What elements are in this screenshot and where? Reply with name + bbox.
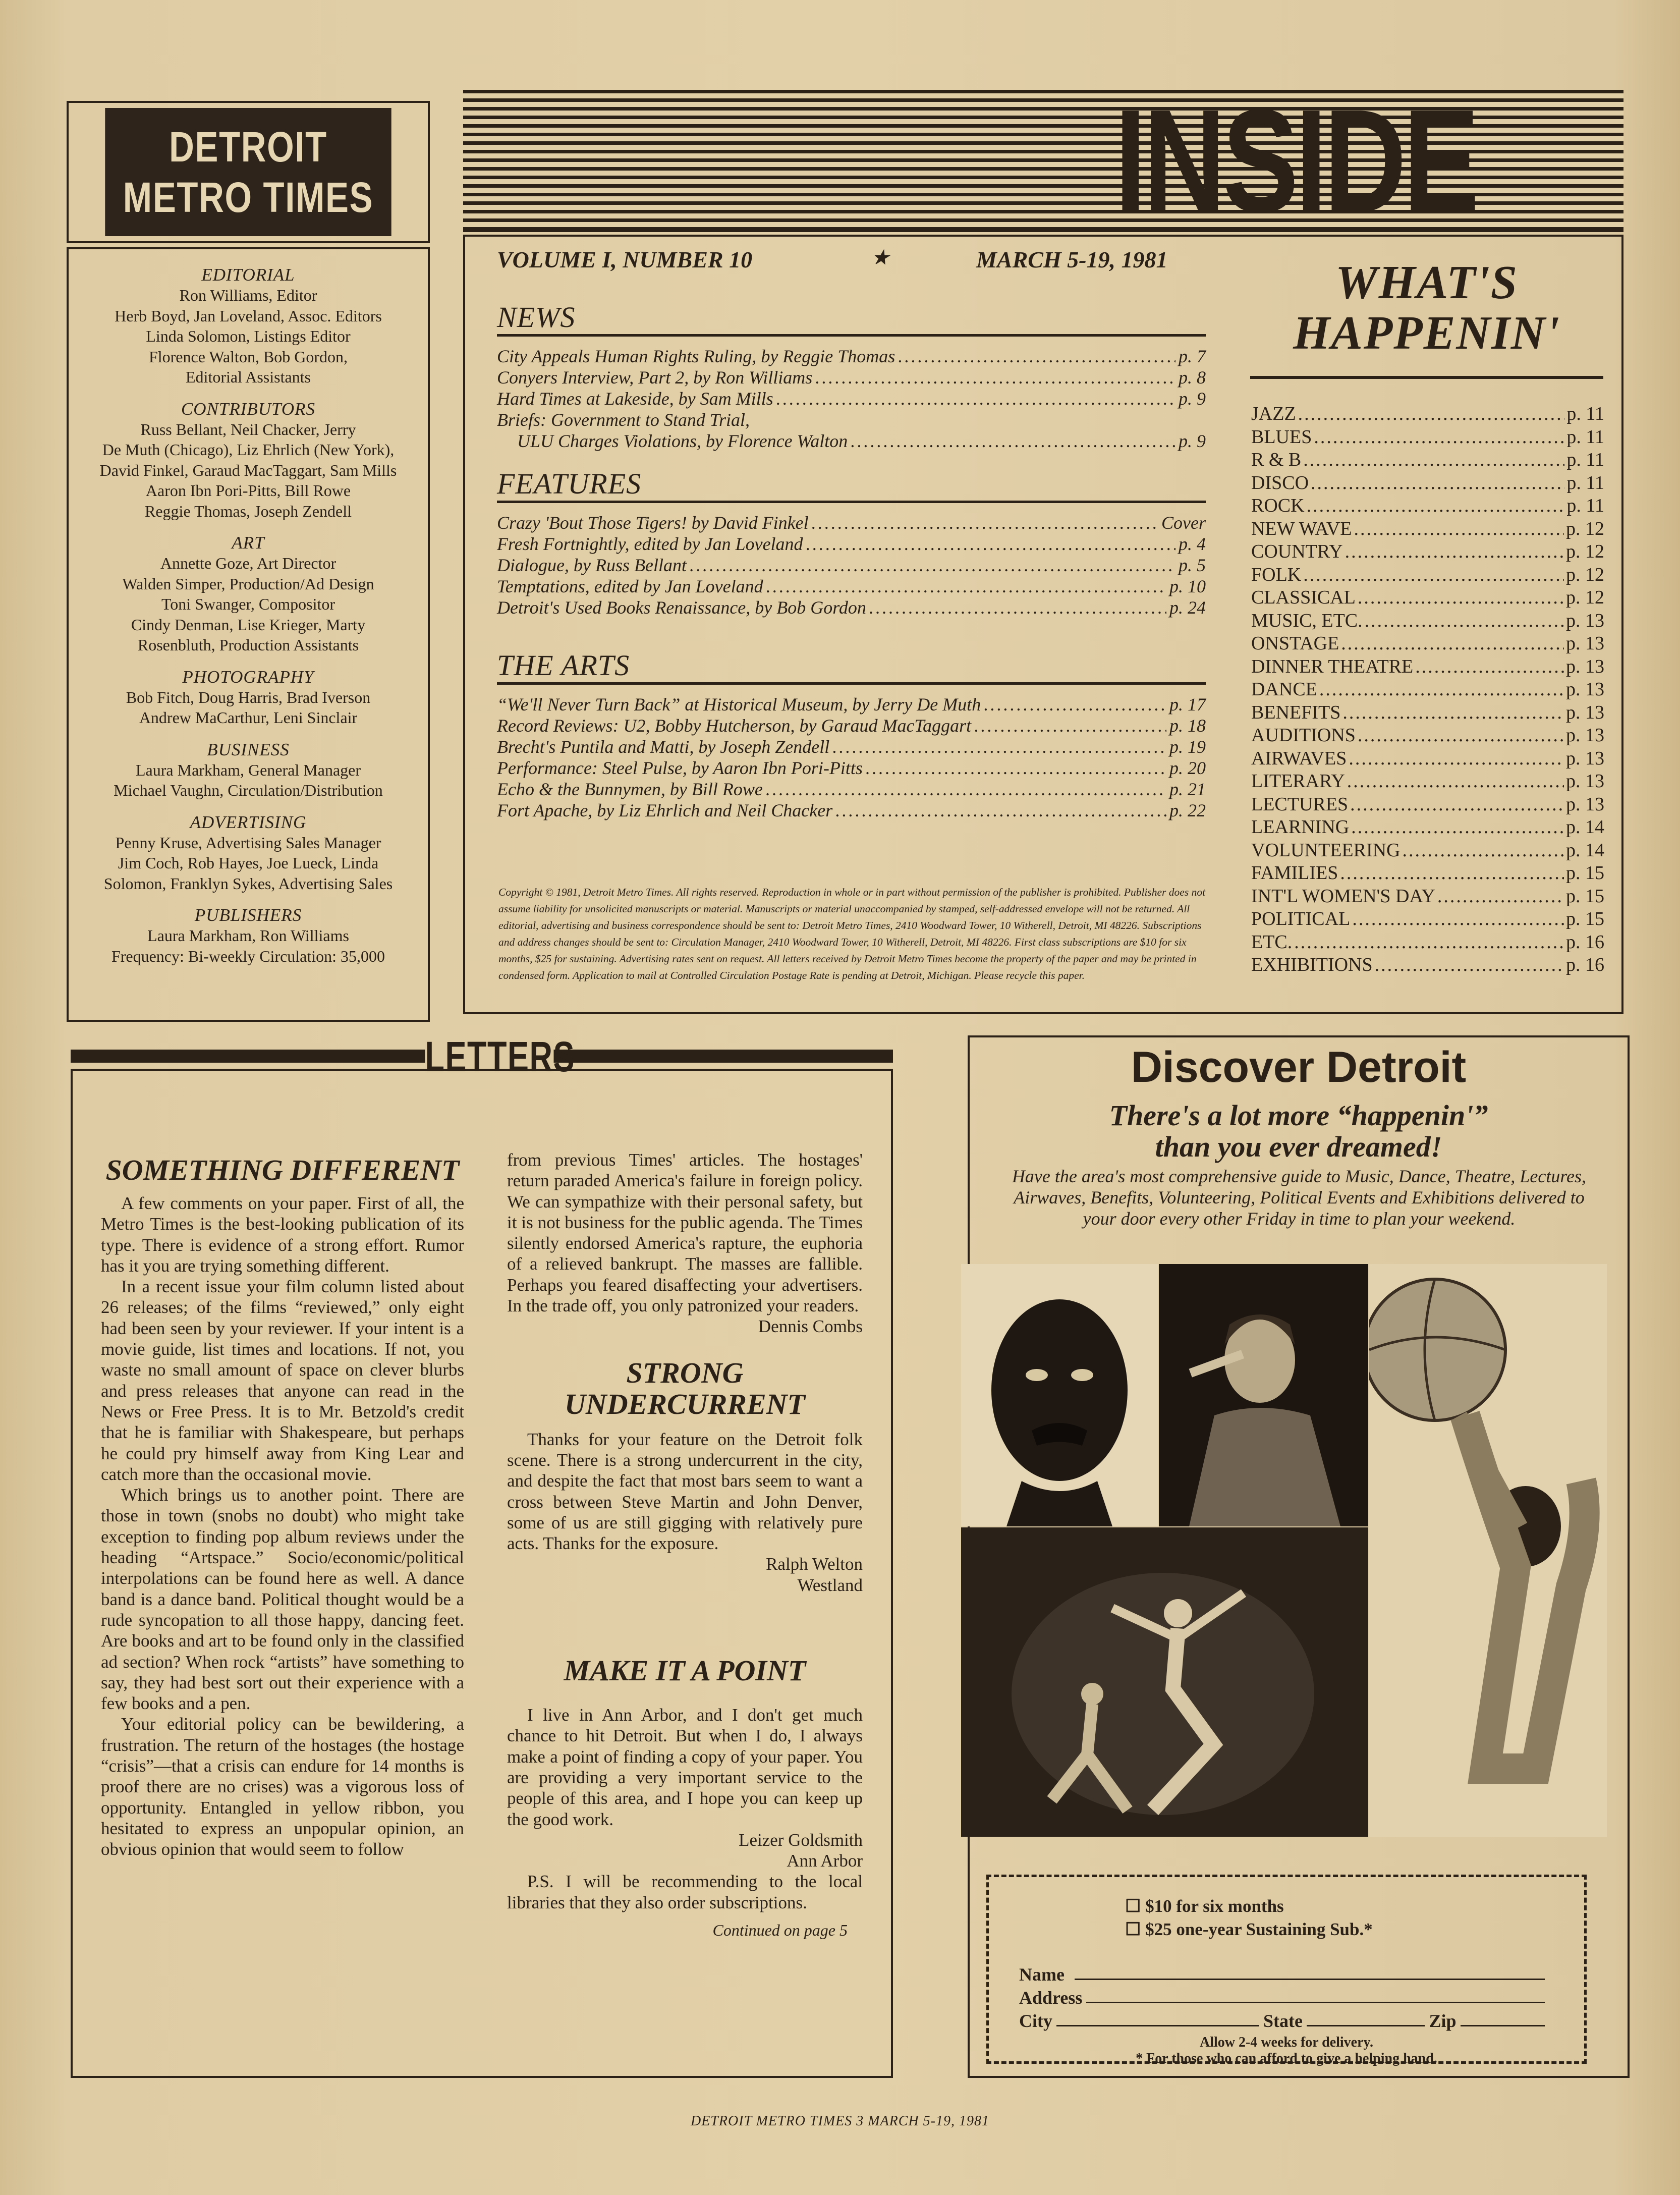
toc-entry xyxy=(497,694,1206,715)
listing-leader-dots xyxy=(1347,770,1564,793)
listing-category xyxy=(1251,403,1604,426)
whats-happenin-rule xyxy=(1250,376,1603,379)
toc-entry-title: Fort Apache, by Liz Ehrlich and Neil Chacker xyxy=(497,800,833,820)
listing-category xyxy=(1251,678,1604,701)
toc-section-heading: FEATURES xyxy=(497,467,1206,503)
listing-category-page: p. 12 xyxy=(1566,587,1604,608)
toc-entry-title: Record Reviews: U2, Bobby Hutcherson, by Garaud MacTaggart xyxy=(497,716,972,736)
listing-category-page: p. 11 xyxy=(1566,449,1604,470)
listing-category-page: p. 13 xyxy=(1566,679,1604,700)
letter-paragraph: A few comments on your paper. First of all, the Metro Times is the best-looking publication of its type. There is evidence of a strong effort. Rumor has it you are trying something different. xyxy=(101,1193,464,1276)
masthead-line2: METRO TIMES xyxy=(123,174,374,221)
listing-category-name: LEARNING xyxy=(1251,816,1350,838)
continued-note: Continued on page 5 xyxy=(712,1921,848,1940)
toc-entry-title: City Appeals Human Rights Ruling, by Reggie Thomas xyxy=(497,346,895,366)
listing-leader-dots xyxy=(1294,931,1564,954)
toc-entry-page: p. 18 xyxy=(1169,716,1206,736)
listing-leader-dots xyxy=(1303,564,1564,587)
letter-paragraph: In a recent issue your film column listed about 26 releases; of the films “reviewed,” only eight had been seen by your reviewer. If your intent is a movie guide, list times and locations. If not, you waste no small amount of space on clever blurbs and press releases that anyone can read in the News or Free Press. It is to Mr. Betzold's credit that he is familiar with Shakespeare, but perhaps he could pry himself away from King Lear and catch more than the occasional movie. xyxy=(101,1277,464,1484)
toc-entry-page: p. 19 xyxy=(1169,737,1206,757)
toc-leader-dots xyxy=(898,346,1175,367)
staff-line: Herb Boyd, Jan Loveland, Assoc. Editors xyxy=(115,306,382,325)
staff-line: Toni Swanger, Compositor xyxy=(161,595,335,613)
listing-category-name: COUNTRY xyxy=(1251,541,1343,562)
toc-entry-title: ULU Charges Violations, by Florence Walton xyxy=(517,431,848,451)
listing-category xyxy=(1251,655,1604,679)
listing-category-page: p. 13 xyxy=(1566,771,1604,792)
toc-entry xyxy=(497,346,1206,367)
toc-entry xyxy=(497,533,1206,555)
staff-section-heading: CONTRIBUTORS xyxy=(181,399,316,419)
staff-line: Ron Williams, Editor xyxy=(179,286,317,304)
listing-leader-dots xyxy=(1319,678,1564,701)
form-notes xyxy=(986,2035,1587,2067)
listing-leader-dots xyxy=(1415,655,1564,679)
sustaining-note: * For those who can afford to give a helping hand. xyxy=(1136,2051,1437,2066)
letter-signature: Ralph Welton xyxy=(766,1554,863,1574)
toc-entry xyxy=(497,409,1206,430)
toc-section-heading: THE ARTS xyxy=(497,648,1206,685)
toc-entry-page: p. 8 xyxy=(1179,367,1206,388)
listing-category-page: p. 13 xyxy=(1566,725,1604,746)
toc-entry-title: Dialogue, by Russ Bellant xyxy=(497,555,687,575)
toc-entry-title: Fresh Fortnightly, edited by Jan Loveland xyxy=(497,534,803,554)
listing-category xyxy=(1251,770,1604,793)
staff-line: Frequency: Bi-weekly Circulation: 35,000 xyxy=(111,947,385,965)
letter-paragraph: Your editorial policy can be bewildering, a frustration. The return of the hostages (the hostage “crisis”—that a crisis can endure for 14 months is proof there are no crises) was a vigorous loss of opportunity. Entangled in yellow ribbon, you hesitated to express an unpopular opinion, an obvious opinion that would seem to follow xyxy=(101,1714,464,1859)
toc-leader-dots xyxy=(812,512,1158,533)
address-field[interactable] xyxy=(1019,1986,1549,2009)
toc-entry-title: Echo & the Bunnymen, by Bill Rowe xyxy=(497,779,763,799)
letter-continuation: from previous Times' articles. The hostages' return paraded America's failure in foreign policy. We can sympathize with their personal safety, but it is not business for the public agenda. The Times silently endorsed America's rapture, the euphoria of a relieved bankrupt. The masses are fallible. Perhaps you feared disaffecting your advertisers. In the trade off, you only patronized your readers. xyxy=(507,1150,863,1316)
staff-line: Editorial Assistants xyxy=(186,368,311,386)
listing-category-name: EXHIBITIONS xyxy=(1251,954,1373,975)
toc-leader-dots xyxy=(690,555,1175,576)
toc-entry xyxy=(497,715,1206,736)
checkbox-icon[interactable]: ☐ xyxy=(1125,1919,1141,1939)
toc-entry xyxy=(497,367,1206,388)
basketball-image xyxy=(1369,1264,1607,1837)
listing-leader-dots xyxy=(1437,885,1564,908)
letter-title-line2: UNDERCURRENT xyxy=(565,1387,805,1420)
portrait-photo xyxy=(961,1264,1158,1526)
listing-leader-dots xyxy=(1351,816,1564,839)
toc-entry-title: Crazy 'Bout Those Tigers! by David Finkel xyxy=(497,513,809,533)
letter-column-2 xyxy=(507,1149,863,1941)
listing-category-page: p. 13 xyxy=(1566,610,1604,631)
listing-category xyxy=(1251,908,1604,931)
listing-leader-dots xyxy=(1354,518,1564,541)
issue-date: MARCH 5-19, 1981 xyxy=(976,247,1168,272)
toc-entry-title: Hard Times at Lakeside, by Sam Mills xyxy=(497,389,773,409)
option-sustaining[interactable] xyxy=(1125,1918,1478,1941)
listing-category-name: BLUES xyxy=(1251,426,1312,448)
listing-category-page: p. 11 xyxy=(1566,426,1604,448)
listing-category-page: p. 13 xyxy=(1566,701,1604,723)
staff-line: Linda Solomon, Listings Editor xyxy=(146,327,351,345)
toc-entry xyxy=(497,430,1206,452)
listing-category-name: POLITICAL xyxy=(1251,908,1351,929)
toc-leader-dots xyxy=(806,533,1175,555)
state-label: State xyxy=(1263,2011,1303,2031)
staff-line: Annette Goze, Art Director xyxy=(160,554,337,572)
listing-category-page: p. 15 xyxy=(1566,862,1604,884)
toc-entry xyxy=(497,736,1206,757)
volume-number: VOLUME I, NUMBER 10 xyxy=(497,247,753,272)
ad-subtitle-line1: There's a lot more “happenin'” xyxy=(1109,1099,1488,1132)
staff-section-heading: ART xyxy=(232,533,265,553)
toc-entry xyxy=(497,779,1206,800)
delivery-note: Allow 2-4 weeks for delivery. xyxy=(1200,2035,1373,2050)
toc-entry-title: Conyers Interview, Part 2, by Ron Williams xyxy=(497,367,813,388)
toc-entry-page: p. 21 xyxy=(1169,779,1206,799)
listing-leader-dots xyxy=(1340,862,1564,885)
zip-line[interactable] xyxy=(1461,2009,1545,2026)
staff-line: Cindy Denman, Lise Krieger, Marty xyxy=(131,615,366,634)
address-fields xyxy=(1019,1963,1549,2033)
staff-line: Andrew MaCarthur, Leni Sinclair xyxy=(139,708,358,727)
page-footer: DETROIT METRO TIMES 3 MARCH 5-19, 1981 xyxy=(690,2113,989,2129)
staff-line: De Muth (Chicago), Liz Ehrlich (New York), xyxy=(102,441,395,459)
listing-category xyxy=(1251,518,1604,541)
toc-leader-dots xyxy=(766,779,1166,800)
listing-leader-dots xyxy=(1342,701,1564,725)
letter-title-strong-undercurrent xyxy=(507,1357,863,1420)
listing-leader-dots xyxy=(1352,908,1564,931)
listing-category-name: ONSTAGE xyxy=(1251,633,1339,654)
listing-leader-dots xyxy=(1314,426,1564,449)
masthead-logo xyxy=(67,101,430,243)
zip-label: Zip xyxy=(1429,2011,1457,2031)
dancers-photo xyxy=(961,1527,1368,1837)
staff-line: Bob Fitch, Doug Harris, Brad Iverson xyxy=(126,688,371,706)
letter-title-line1: STRONG xyxy=(626,1356,744,1389)
listing-leader-dots xyxy=(1350,793,1564,816)
listing-category-page: p. 13 xyxy=(1566,793,1604,815)
staff-line: David Finkel, Garaud MacTaggart, Sam Mills xyxy=(99,461,397,479)
letter-body: Thanks for your feature on the Detroit folk scene. There is a strong undercurrent in the city, and despite the fact that most bars seem to want a cross between Steve Martin and John Denver, some of us are still gigging with relatively pure acts. Thanks for the exposure. xyxy=(507,1429,863,1554)
listing-category-name: DANCE xyxy=(1251,679,1317,700)
listing-category xyxy=(1251,449,1604,472)
staff-section-heading: BUSINESS xyxy=(207,739,290,759)
ad-subtitle-line2: than you ever dreamed! xyxy=(1155,1130,1442,1163)
listing-category-page: p. 15 xyxy=(1566,885,1604,907)
letters-banner-title: LETTERS xyxy=(425,1033,576,1080)
listing-leader-dots xyxy=(1375,954,1564,977)
staff-line: Laura Markham, Ron Williams xyxy=(147,926,349,945)
city-line[interactable] xyxy=(1056,2009,1259,2026)
staff-line: Laura Markham, General Manager xyxy=(136,760,361,779)
listing-category-page: p. 13 xyxy=(1566,655,1604,677)
ad-title: Discover Detroit xyxy=(1131,1043,1467,1091)
listing-category xyxy=(1251,724,1604,747)
toc-leader-dots xyxy=(869,597,1166,618)
toc-leader-dots xyxy=(984,694,1166,715)
letter-body xyxy=(101,1193,464,1860)
copyright-notice: Copyright © 1981, Detroit Metro Times. All rights reserved. Reproduction in whole or in part without permission of the publisher is prohibited. Publisher does not assume liability for unsolicited manuscripts or material. Manuscripts or material unaccompanied by stamped, self-addressed envelope will not be returned. All editorial, advertising and business correspondence should be sent to: Detroit Metro Times, 2410 Woodward Tower, 10 Witherell, Detroit, MI 48226. Subscriptions and address changes should be sent to: Circulation Manager, 2410 Woodward Tower, 10 Witherell, Detroit, MI 48226. First class subscriptions are $10 for six months, $25 for sustaining. Advertising rates sent on request. All letters received by Detroit Metro Times become the property of the paper and may be printed in condensed form. Application to mail at Controlled Circulation Postage Rate is pending at Detroit, Michigan. Please recycle this paper. xyxy=(498,886,1206,981)
staff-line: Solomon, Franklyn Sykes, Advertising Sales xyxy=(103,874,393,893)
toc-entry-page: p. 24 xyxy=(1169,597,1206,618)
listing-category-page: p. 11 xyxy=(1566,495,1604,516)
ad-body: Have the area's most comprehensive guide to Music, Dance, Theatre, Lectures, Airwaves, Benefits, Volunteering, Political Events and Exhibitions delivered to your door every other Friday in time to plan your weekend. xyxy=(1012,1166,1587,1229)
letter-signature: Dennis Combs xyxy=(758,1316,863,1337)
listing-category-page: p. 15 xyxy=(1566,908,1604,929)
listing-category-name: FAMILIES xyxy=(1251,862,1338,884)
toc-entry-page: p. 9 xyxy=(1179,389,1206,409)
toc-entry xyxy=(497,388,1206,409)
state-line[interactable] xyxy=(1307,2009,1425,2026)
toc-entry-title: Brecht's Puntila and Matti, by Joseph Zendell xyxy=(497,737,830,757)
listing-category xyxy=(1251,954,1604,977)
toc-entry-page: p. 5 xyxy=(1179,555,1206,575)
listing-leader-dots xyxy=(1311,472,1564,495)
toc-entry xyxy=(497,512,1206,533)
toc-entry xyxy=(497,597,1206,618)
option-six-months-label: $10 for six months xyxy=(1145,1896,1284,1916)
letter-location: Westland xyxy=(797,1575,863,1595)
singer-photo xyxy=(1159,1264,1368,1526)
listing-leader-dots xyxy=(1403,839,1564,862)
toc-entry xyxy=(497,800,1206,821)
portrait-image xyxy=(961,1264,1158,1526)
letter-signature: Leizer Goldsmith xyxy=(739,1830,863,1850)
listing-leader-dots xyxy=(1345,540,1564,564)
staff-section-heading: EDITORIAL xyxy=(201,265,295,285)
listing-category xyxy=(1251,931,1604,954)
toc-entry xyxy=(497,576,1206,597)
staff-section-heading: PUBLISHERS xyxy=(194,905,302,925)
listing-leader-dots xyxy=(1358,586,1564,610)
whats-happenin-title-line1: WHAT'S xyxy=(1335,256,1519,309)
listing-category-name: DISCO xyxy=(1251,472,1309,493)
listing-category-page: p. 14 xyxy=(1566,839,1604,861)
address-line[interactable] xyxy=(1086,1986,1545,2003)
listing-leader-dots xyxy=(1303,449,1564,472)
listing-category-name: FOLK xyxy=(1251,564,1302,585)
listing-category-page: p. 12 xyxy=(1566,541,1604,562)
listing-category-name: VOLUNTEERING xyxy=(1251,839,1401,861)
listing-category xyxy=(1251,632,1604,655)
listing-category-name: INT'L WOMEN'S DAY xyxy=(1251,885,1435,907)
toc-entry-title: Temptations, edited by Jan Loveland xyxy=(497,576,763,596)
listing-category-name: ROCK xyxy=(1251,495,1305,516)
listing-leader-dots xyxy=(1365,610,1564,633)
staff-section-heading: ADVERTISING xyxy=(190,812,307,832)
staff-line: Aaron Ibn Pori-Pitts, Bill Rowe xyxy=(145,481,351,500)
listing-category xyxy=(1251,793,1604,816)
toc-leader-dots xyxy=(974,715,1166,736)
listing-category xyxy=(1251,839,1604,862)
listing-category-name: ETC. xyxy=(1251,931,1293,953)
listing-category-name: AIRWAVES xyxy=(1251,747,1347,769)
inside-banner-title: INSIDE xyxy=(1114,79,1477,243)
dancers-image xyxy=(961,1527,1368,1837)
city-state-zip-field[interactable] xyxy=(1019,2009,1549,2033)
address-label: Address xyxy=(1019,1988,1083,2008)
listing-leader-dots xyxy=(1307,495,1565,518)
letter-postscript: P.S. I will be recommending to the local libraries that they also order subscriptions. xyxy=(507,1872,863,1912)
listing-category-name: LECTURES xyxy=(1251,793,1349,815)
checkbox-icon[interactable]: ☐ xyxy=(1125,1896,1141,1916)
staff-line: Michael Vaughn, Circulation/Distribution xyxy=(114,781,383,799)
listing-category-page: p. 16 xyxy=(1566,931,1604,953)
listing-category-name: NEW WAVE xyxy=(1251,518,1352,539)
listing-category xyxy=(1251,610,1604,633)
toc-section xyxy=(497,300,1206,452)
subscription-options xyxy=(1125,1895,1478,1941)
listing-category-page: p. 14 xyxy=(1566,816,1604,838)
letter-body: I live in Ann Arbor, and I don't get much chance to hit Detroit. But when I do, I always make a point of finding a copy of your paper. You are providing a very important service to the people of this area, and I hope you can keep up the good work. xyxy=(507,1705,863,1829)
listing-leader-dots xyxy=(1349,747,1564,771)
listing-category xyxy=(1251,426,1604,449)
toc-entry-page: Cover xyxy=(1161,513,1206,533)
whats-happenin-title-line2: HAPPENIN' xyxy=(1293,307,1560,359)
listing-category-page: p. 13 xyxy=(1566,633,1604,654)
letter-title: SOMETHING DIFFERENT xyxy=(105,1154,460,1186)
toc-entry-page: p. 20 xyxy=(1169,758,1206,778)
singer-image xyxy=(1159,1264,1368,1526)
letter-location: Ann Arbor xyxy=(787,1851,863,1871)
listing-category xyxy=(1251,747,1604,771)
toc-section xyxy=(497,467,1206,618)
option-sustaining-label: $25 one-year Sustaining Sub.* xyxy=(1145,1919,1373,1939)
listing-category xyxy=(1251,472,1604,495)
toc-leader-dots xyxy=(835,800,1166,821)
listing-category-page: p. 16 xyxy=(1566,954,1604,975)
name-line[interactable] xyxy=(1075,1963,1545,1980)
staff-line: Russ Bellant, Neil Chacker, Jerry xyxy=(140,420,356,438)
toc-section-heading: NEWS xyxy=(497,300,1206,337)
listing-category xyxy=(1251,885,1604,908)
toc-entry-page: p. 17 xyxy=(1169,694,1206,715)
toc-leader-dots xyxy=(866,757,1166,779)
listing-category-name: AUDITIONS xyxy=(1251,725,1356,746)
toc-leader-dots xyxy=(766,576,1166,597)
listing-category-page: p. 12 xyxy=(1566,564,1604,585)
toc-entry-page: p. 9 xyxy=(1179,431,1206,451)
whats-happenin-title xyxy=(1250,257,1603,358)
letter-title-make-it-a-point: MAKE IT A POINT xyxy=(564,1654,806,1687)
listing-leader-dots xyxy=(1341,632,1564,655)
listing-leader-dots xyxy=(1298,403,1565,426)
listing-category-name: MUSIC, ETC. xyxy=(1251,610,1363,631)
listing-category xyxy=(1251,540,1604,564)
toc-entry xyxy=(497,757,1206,779)
masthead-line1: DETROIT xyxy=(169,123,327,171)
listing-category-name: CLASSICAL xyxy=(1251,587,1356,608)
listing-category-name: JAZZ xyxy=(1251,403,1296,424)
listing-category-name: R & B xyxy=(1251,449,1302,470)
staff-box xyxy=(67,247,430,1022)
photo-collage xyxy=(961,1264,1607,1837)
toc-entry-title: Briefs: Government to Stand Trial, xyxy=(497,410,750,430)
toc-leader-dots xyxy=(776,388,1175,409)
toc-entry-title: “We'll Never Turn Back” at Historical Museum, by Jerry De Muth xyxy=(497,694,981,715)
toc-entry xyxy=(497,555,1206,576)
toc-entry-page: p. 22 xyxy=(1169,800,1206,820)
city-label: City xyxy=(1019,2011,1052,2031)
listing-category xyxy=(1251,564,1604,587)
option-six-months[interactable] xyxy=(1125,1895,1478,1918)
staff-line: Jim Coch, Rob Hayes, Joe Lueck, Linda xyxy=(118,854,379,872)
staff-line: Penny Kruse, Advertising Sales Manager xyxy=(115,833,381,852)
toc-entry-title: Performance: Steel Pulse, by Aaron Ibn Pori-Pitts xyxy=(497,758,863,778)
staff-line: Rosenbluth, Production Assistants xyxy=(137,636,359,654)
listing-category-name: LITERARY xyxy=(1251,771,1345,792)
basketball-photo xyxy=(1369,1264,1607,1837)
listing-category-page: p. 11 xyxy=(1566,403,1604,424)
toc-entry-title: Detroit's Used Books Renaissance, by Bob Gordon xyxy=(497,597,866,618)
toc-leader-dots xyxy=(832,736,1166,757)
listing-category-page: p. 13 xyxy=(1566,747,1604,769)
listing-leader-dots xyxy=(1358,724,1564,747)
toc-entry-page: p. 7 xyxy=(1179,346,1206,366)
name-label: Name xyxy=(1019,1964,1065,1985)
listing-category-name: BENEFITS xyxy=(1251,701,1341,723)
staff-section-heading: PHOTOGRAPHY xyxy=(182,667,314,687)
listing-category-page: p. 12 xyxy=(1566,518,1604,539)
star-divider: ★ xyxy=(872,247,889,268)
listing-category xyxy=(1251,495,1604,518)
toc-entry-page: p. 10 xyxy=(1169,576,1206,596)
letter-something-different xyxy=(101,1155,464,1860)
listing-category xyxy=(1251,586,1604,610)
toc-entry-page: p. 4 xyxy=(1179,534,1206,554)
whats-happenin-list xyxy=(1251,403,1604,977)
listing-category-name: DINNER THEATRE xyxy=(1251,655,1414,677)
listing-category xyxy=(1251,862,1604,885)
listing-category xyxy=(1251,816,1604,839)
toc-section xyxy=(497,648,1206,821)
toc-leader-dots xyxy=(851,430,1175,452)
ad-subtitle xyxy=(968,1100,1630,1163)
letter-paragraph: Which brings us to another point. There are those in town (snobs no doubt) who might take exception to finding pop album reviews under the heading “Artspace.” Socio/economic/political interpolations can be found here as well. A dance band is a dance band. Political thought would be a rude syncopation to all those happy, dancing feet. Are books and art to be found only in the classified ad section? When rock “artists” have something to say, they had best sort out their experience with a few books and a pen. xyxy=(101,1485,464,1714)
staff-line: Florence Walton, Bob Gordon, xyxy=(148,347,348,366)
name-field[interactable] xyxy=(1019,1963,1549,1986)
listing-category xyxy=(1251,701,1604,725)
staff-line: Walden Simper, Production/Ad Design xyxy=(122,574,374,593)
staff-line: Reggie Thomas, Joseph Zendell xyxy=(145,502,352,520)
toc-leader-dots xyxy=(815,367,1175,388)
listing-category-page: p. 11 xyxy=(1566,472,1604,493)
